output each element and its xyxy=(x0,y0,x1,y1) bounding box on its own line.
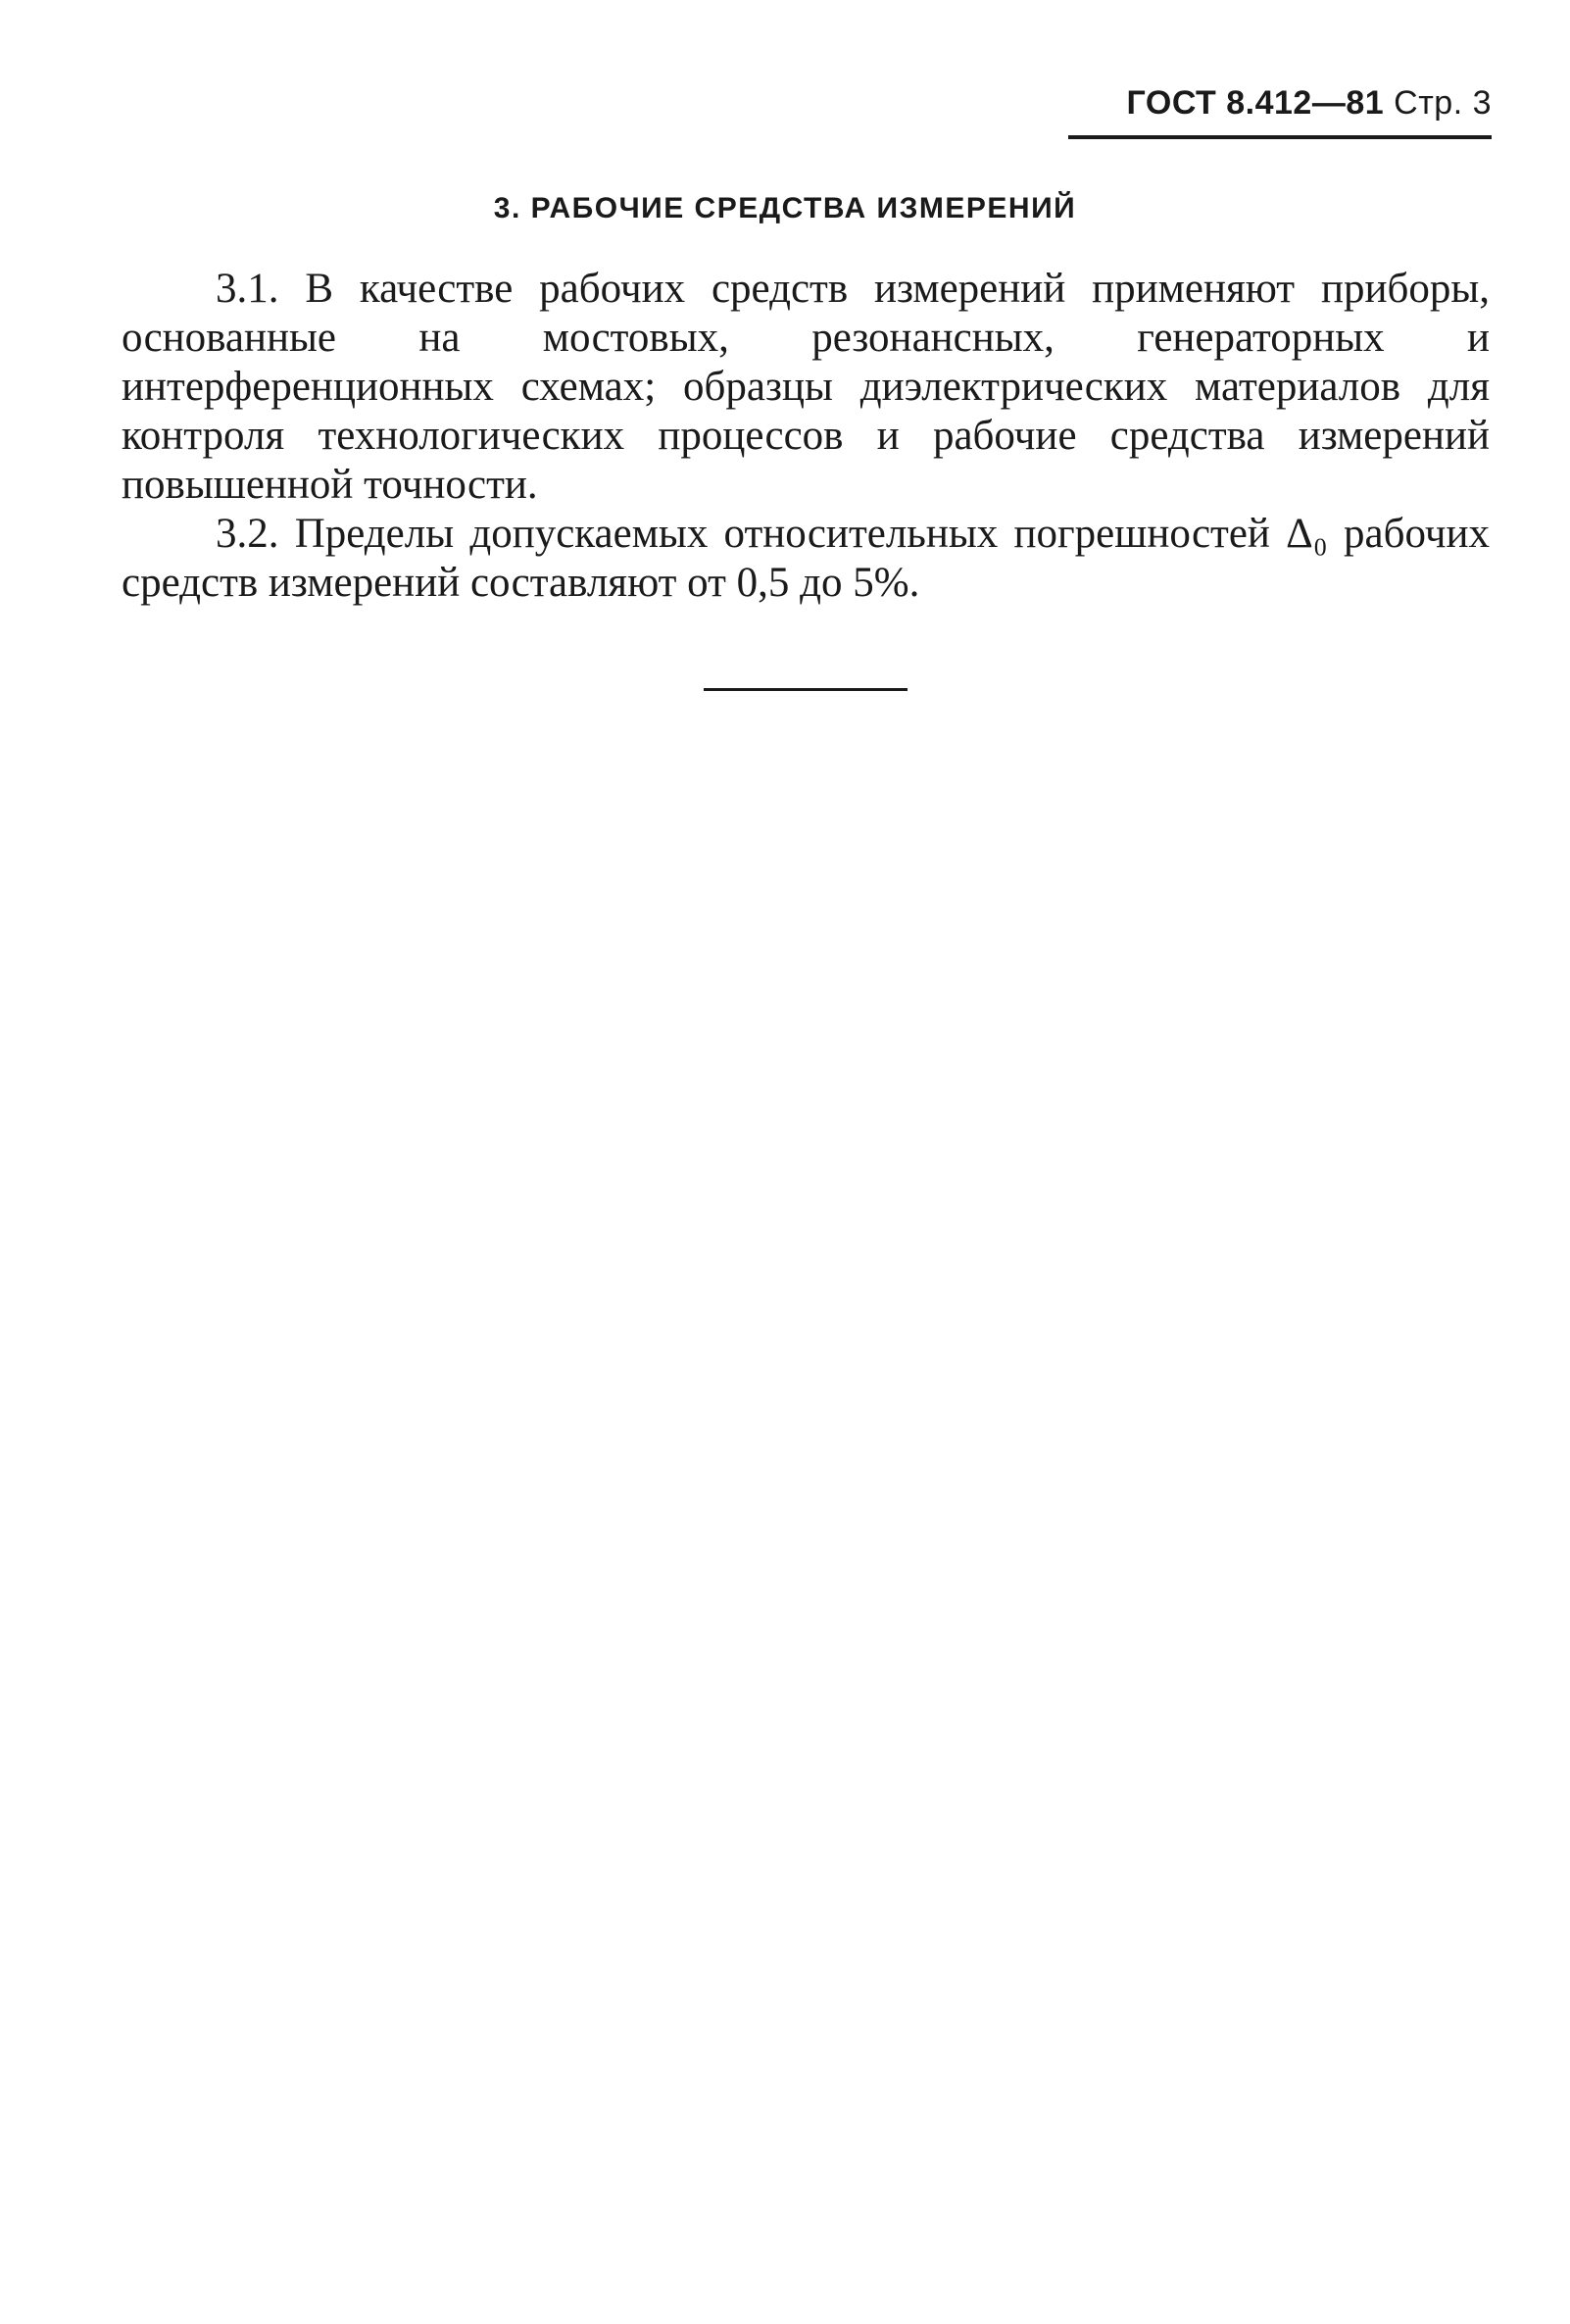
page-header xyxy=(1127,84,1492,123)
document-code: ГОСТ 8.412—81 xyxy=(1126,84,1385,122)
header-rule xyxy=(1068,135,1492,139)
paragraph-3-1: 3.1. В качестве рабочих средств измерений применяют приборы, основанные на мостовых, резонансных, генераторных и интерференционных схемах; образцы диэлектрических материалов для контроля технологических процессов и рабочие средства измерений повышенной точности. xyxy=(122,266,1490,508)
paragraph-3-2: 3.2. Пределы допускаемых относительных погрешностей Δ₀ рабочих средств измерений составляют от 0,5 до 5%. xyxy=(122,511,1490,606)
section-body xyxy=(122,265,1490,608)
page-number: Стр. 3 xyxy=(1394,84,1492,122)
section-title: 3. РАБОЧИЕ СРЕДСТВА ИЗМЕРЕНИЙ xyxy=(493,192,1077,224)
end-divider xyxy=(704,688,908,691)
